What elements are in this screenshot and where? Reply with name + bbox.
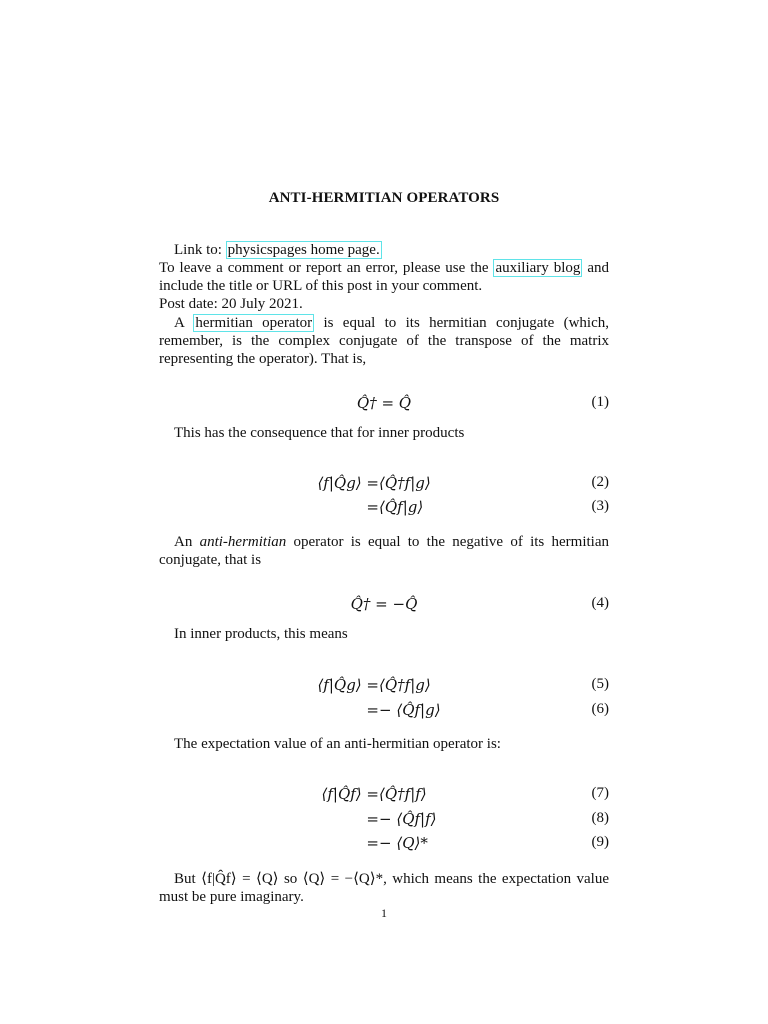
para3-prefix: An [174, 534, 200, 550]
para1-suffix: is equal to its hermitian conjugate (which, remember, is the complex conjugate of the transpose of the matrix representing the operator). That is, [159, 315, 609, 367]
home-page-link[interactable]: physicspages home page. [227, 242, 380, 258]
equation-3-rhs: ⟨Q̂f|g⟩ [379, 498, 424, 516]
equation-9-number: (9) [591, 834, 609, 850]
paragraph-inner-products-means: In inner products, this means [174, 626, 348, 642]
equation-8 [159, 810, 609, 830]
equation-2-rhs: ⟨Q̂†f|g⟩ [379, 474, 431, 492]
equation-4 [159, 595, 609, 615]
paragraph-hermitian [159, 314, 609, 368]
auxiliary-blog-link[interactable]: auxiliary blog [495, 260, 581, 276]
equation-6 [159, 701, 609, 721]
equation-1-expr: Q̂† = Q̂ [356, 394, 412, 412]
equation-9-lhs: = [366, 834, 379, 852]
hermitian-operator-link[interactable]: hermitian operator [195, 315, 313, 331]
equation-5-number: (5) [591, 676, 609, 692]
equation-3-lhs: = [366, 498, 379, 516]
equation-9-rhs: − ⟨Q⟩* [379, 834, 428, 852]
intro-block [159, 241, 609, 313]
equation-8-rhs: − ⟨Q̂f|f⟩ [379, 810, 437, 828]
equation-6-rhs: − ⟨Q̂f|g⟩ [379, 701, 441, 719]
equation-6-lhs: = [366, 701, 379, 719]
equation-8-number: (8) [591, 810, 609, 826]
equation-5-rhs: ⟨Q̂†f|g⟩ [379, 676, 431, 694]
equation-2 [159, 474, 609, 494]
equation-2-number: (2) [591, 474, 609, 490]
comment-suffix: and include the title or URL of this post in your comment. [159, 260, 609, 294]
equation-2-lhs: ⟨f|Q̂g⟩ = [317, 474, 379, 492]
paragraph-conclusion: But ⟨f|Q̂f⟩ = ⟨Q⟩ so ⟨Q⟩ = −⟨Q⟩*, which means the expectation value must be pure imaginary. [159, 871, 609, 905]
equation-3-number: (3) [591, 498, 609, 514]
paragraph-anti-hermitian [159, 533, 609, 569]
equation-4-number: (4) [591, 595, 609, 611]
equation-1 [159, 394, 609, 414]
equation-3 [159, 498, 609, 518]
post-date: Post date: 20 July 2021. [159, 296, 303, 312]
page-number: 1 [381, 906, 387, 920]
equation-7-number: (7) [591, 785, 609, 801]
anti-hermitian-emphasis: anti-hermitian [199, 534, 287, 550]
page-title: ANTI-HERMITIAN OPERATORS [268, 190, 500, 206]
equation-8-lhs: = [366, 810, 379, 828]
paragraph-inner-products: This has the consequence that for inner products [174, 425, 465, 441]
equation-9 [159, 834, 609, 854]
equation-7-lhs: ⟨f|Q̂f⟩ = [321, 785, 379, 803]
para1-prefix: A [174, 315, 194, 331]
equation-1-number: (1) [591, 394, 609, 410]
equation-7-rhs: ⟨Q̂†f|f⟩ [379, 785, 427, 803]
paragraph-expectation-value: The expectation value of an anti-hermitian operator is: [174, 736, 501, 752]
equation-7 [159, 785, 609, 805]
comment-prefix: To leave a comment or report an error, please use the [159, 260, 494, 276]
equation-5 [159, 676, 609, 696]
equation-4-expr: Q̂† = −Q̂ [350, 595, 418, 613]
equation-5-lhs: ⟨f|Q̂g⟩ = [317, 676, 379, 694]
equation-6-number: (6) [591, 701, 609, 717]
para3-suffix: operator is equal to the negative of its hermitian conjugate, that is [159, 534, 609, 568]
link-prefix: Link to: [174, 242, 226, 258]
